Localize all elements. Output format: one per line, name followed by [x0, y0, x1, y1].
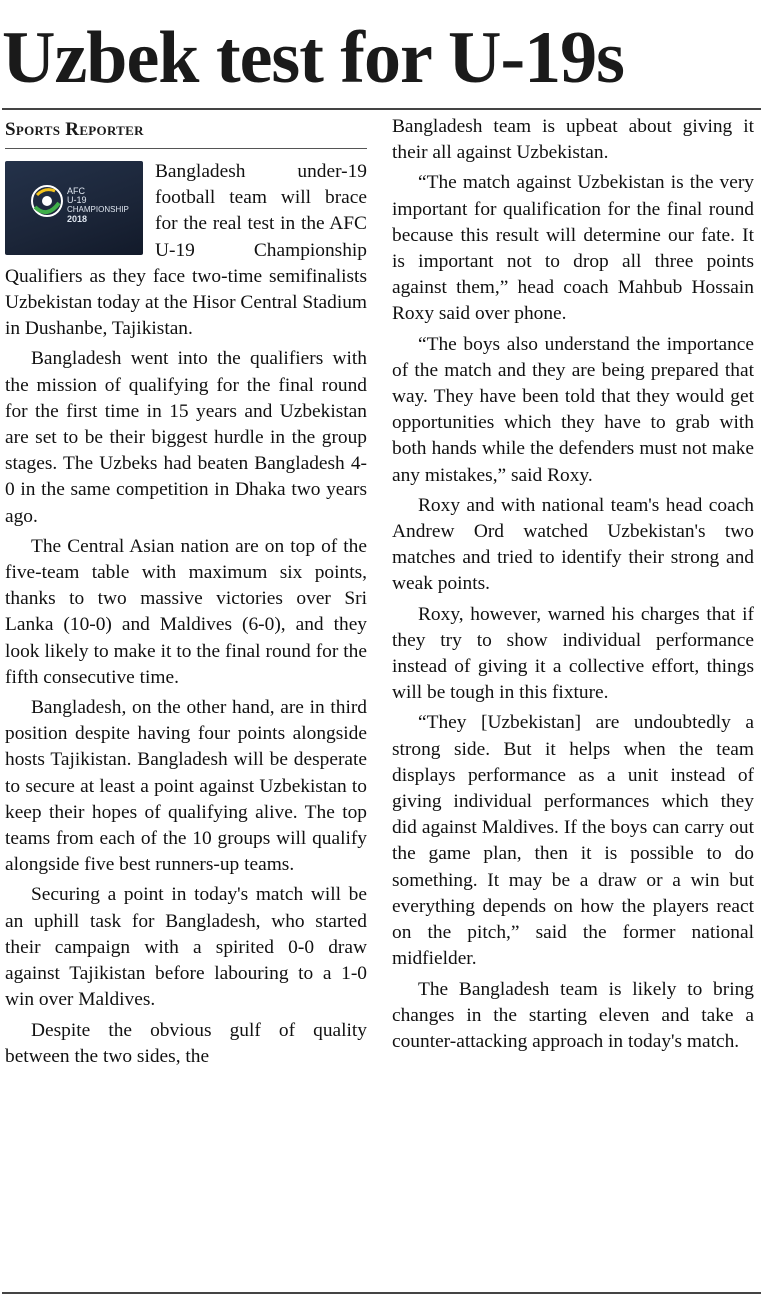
paragraph: Bangladesh, on the other hand, are in third position despite having four points alongside hosts Tajikistan. Bangladesh will be desperate to secure at least a point against Uzbekistan to keep their hopes of qualifying alive. The top teams from each of the 10 groups will qualify alongside five best runners-up teams. [5, 697, 367, 876]
paragraph: The Central Asian nation are on top of the five-team table with maximum six points, thanks to two massive victories over Sri Lanka (10-0) and Maldives (6-0), and they look likely to make it to the final round for the fifth consecutive time. [5, 535, 367, 688]
afc-u19-logo-image [5, 161, 143, 255]
paragraph: Bangladesh went into the qualifiers with the mission of qualifying for the final round for the first time in 15 years and Uzbekistan are set to be their biggest hurdle in the group stages. The Uzbeks had beaten Bangladesh 4-0 in the same competition in Dhaka two years ago. [5, 348, 367, 527]
paragraph: Roxy, however, warned his charges that if they try to show individual performance instead of giving it a collective effort, things will be tough in this fixture. [392, 603, 754, 704]
paragraph: “The boys also understand the importance of the match and they are being prepared that way. They have been told that they would get opportunities which they have to grab with both hands while the defenders must not make any mistakes,” said Roxy. [392, 333, 754, 486]
paragraph: Despite the obvious gulf of quality between the two sides, the [5, 1019, 367, 1067]
article-column-right [392, 114, 754, 1059]
logo-text-afc: AFC [67, 186, 85, 196]
paragraph: Bangladesh team is upbeat about giving it their all against Uzbekistan. [392, 116, 754, 164]
article-column-left [5, 114, 367, 1074]
byline: Sports Reporter [5, 119, 144, 140]
headline-divider [2, 108, 761, 110]
byline-divider [5, 148, 367, 149]
paragraph: Roxy and with national team's head coach Andrew Ord watched Uzbekistan's two matches and tried to identify their strong and weak points. [392, 494, 754, 595]
paragraph: “They [Uzbekistan] are undoubtedly a strong side. But it helps when the team displays performance as a unit instead of giving individual performances which they did against Maldives. If the boys can carry out the game plan, then it is possible to do something. It may be a draw or a win but everything depends on how the players react on the pitch,” said the former national midfielder. [392, 712, 754, 970]
logo-text-year: 2018 [67, 214, 88, 224]
paragraph: Securing a point in today's match will be an uphill task for Bangladesh, who started their campaign with a spirited 0-0 draw against Tajikistan before labouring to a 1-0 win over Maldives. [5, 884, 367, 1011]
paragraph: “The match against Uzbekistan is the very important for qualification for the final round because this result will determine our fate. It is important not to drop all three points against them,” head coach Mahbub Hossain Roxy said over phone. [392, 172, 754, 325]
afc-u19-championship-logo-icon [29, 183, 65, 223]
paragraph: Bangladesh under-19 football team will brace for the real test in the AFC U-19 Championship Qualifiers as they face two-time semifinalists Uzbekistan today at the Hisor Central Stadium in Dushanbe, Tajikistan. [5, 161, 367, 340]
bottom-divider [2, 1292, 761, 1294]
logo-text-u19: U-19 [67, 195, 87, 205]
logo-text-championship: CHAMPIONSHIP [67, 205, 129, 214]
paragraph: The Bangladesh team is likely to bring changes in the starting eleven and take a counter-attacking approach in today's match. [392, 978, 754, 1052]
headline: Uzbek test for U-19s [2, 17, 624, 99]
